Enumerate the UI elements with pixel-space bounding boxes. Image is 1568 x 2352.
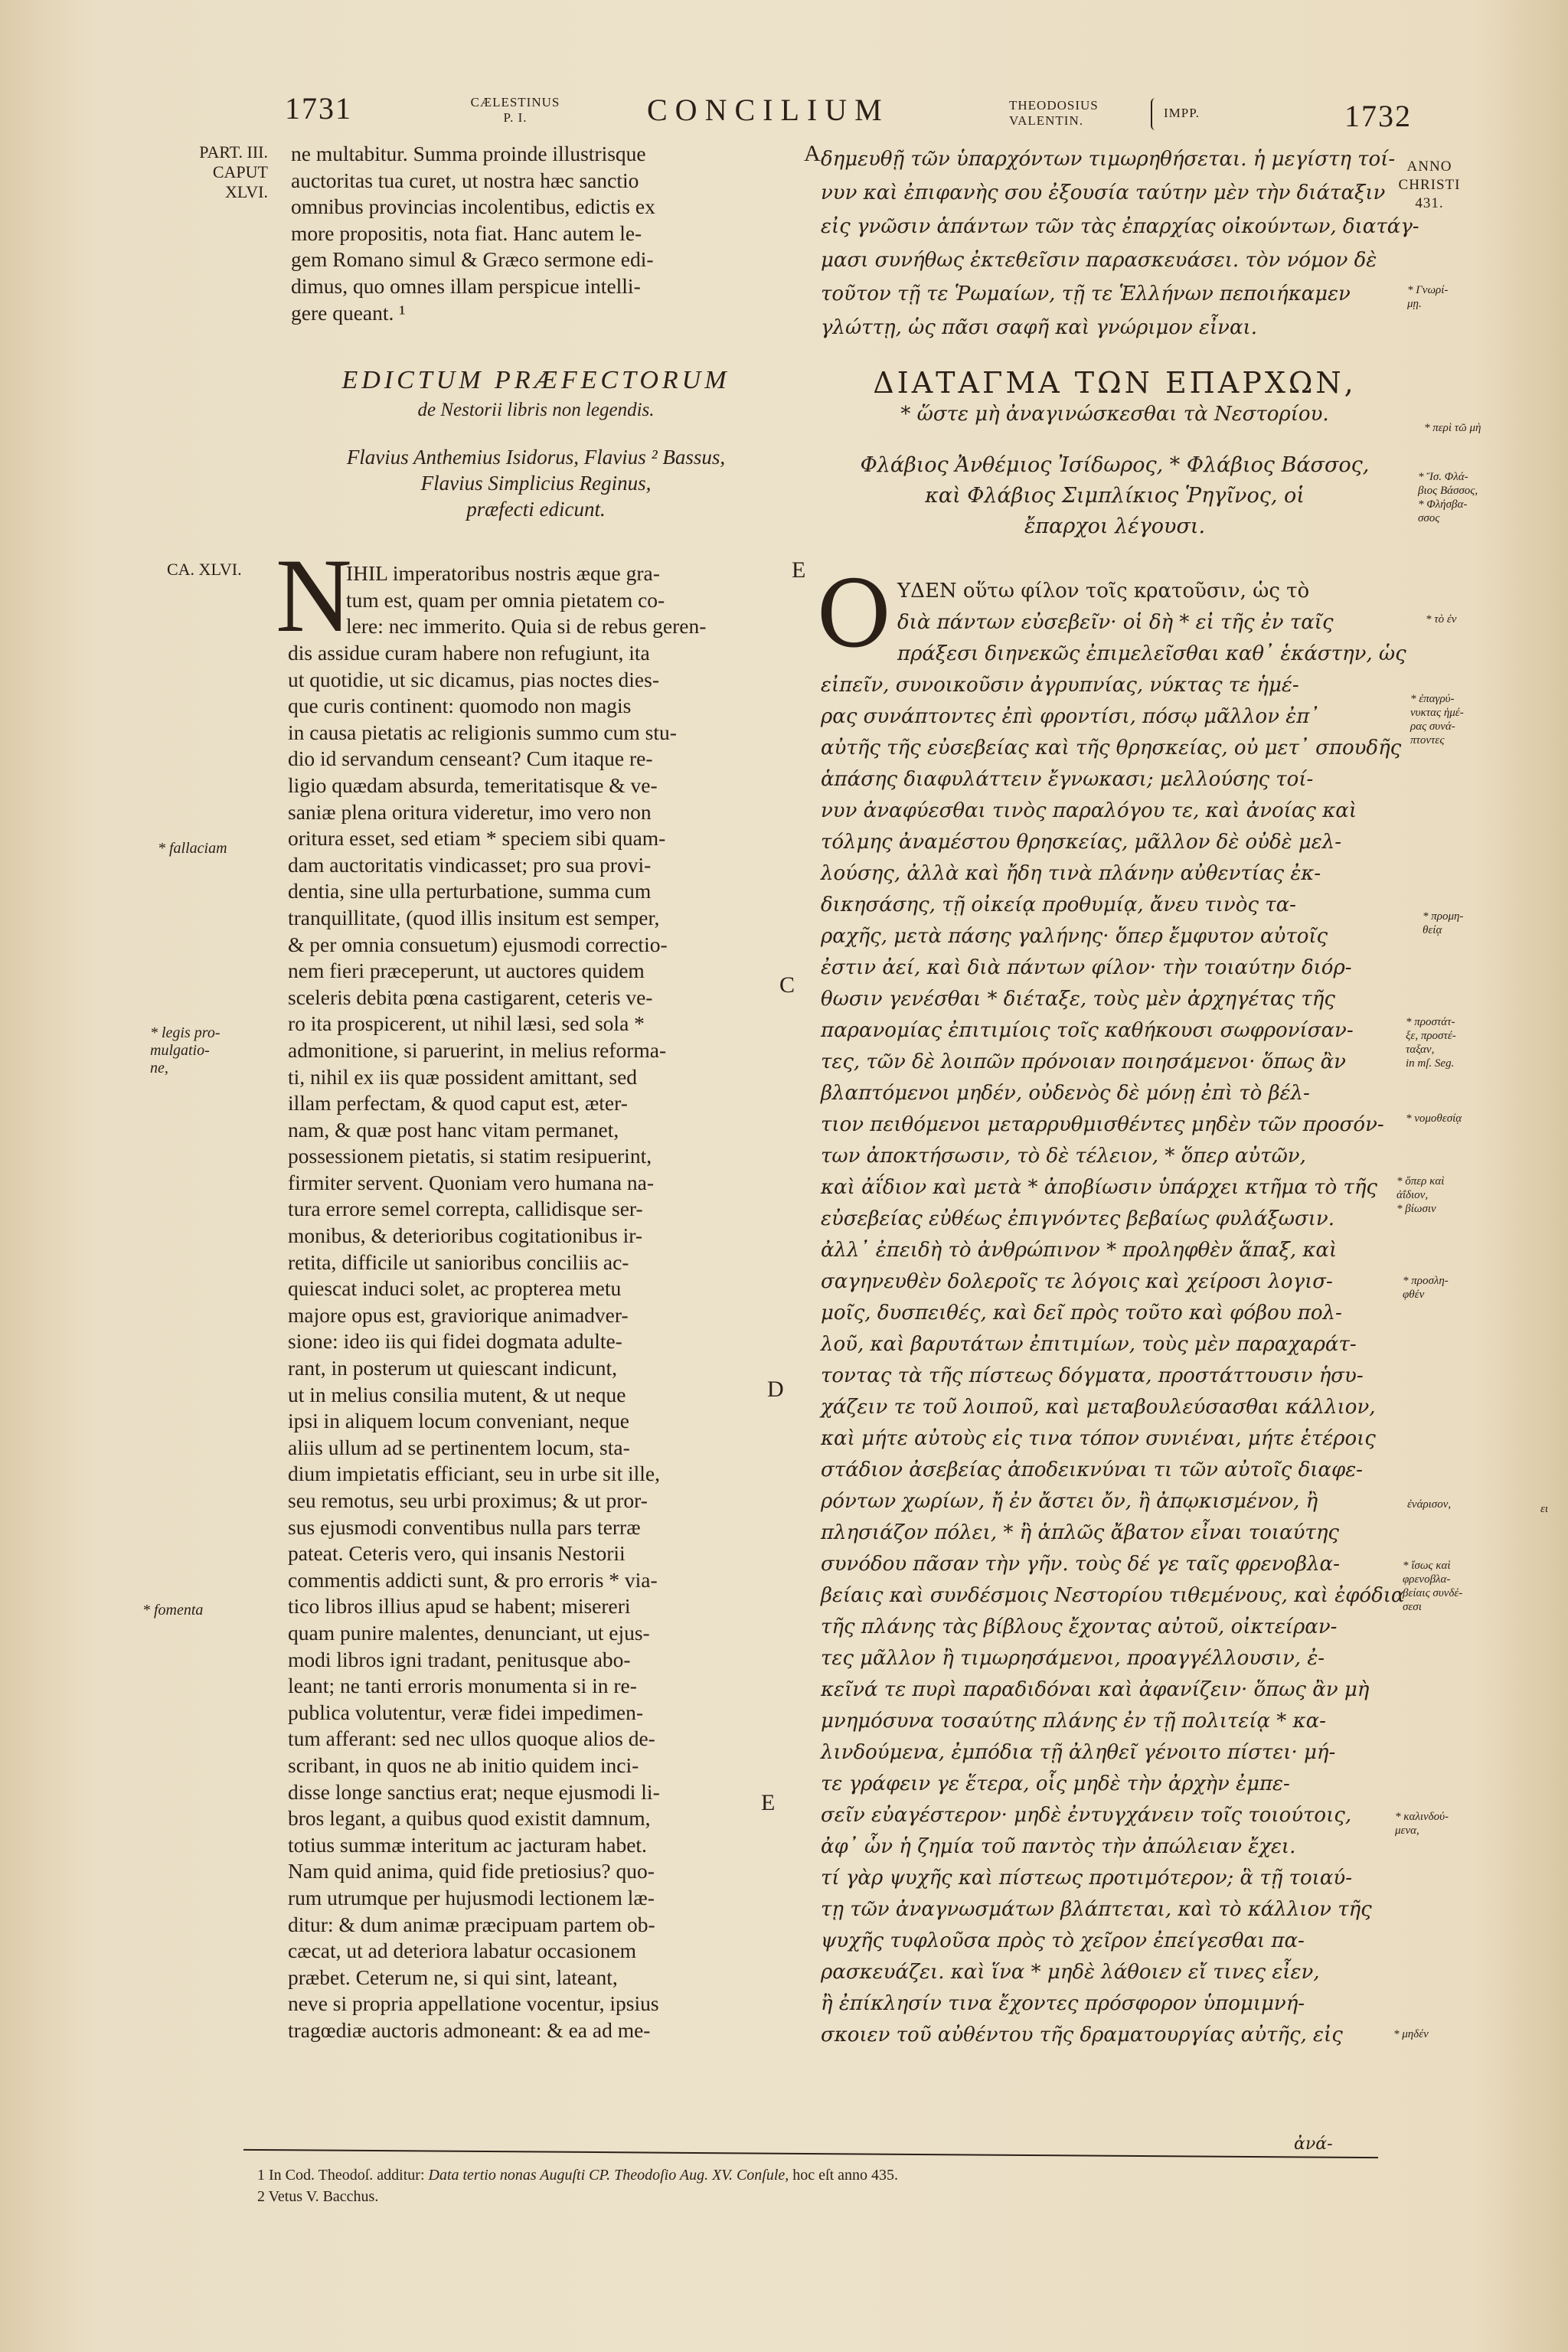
- margin-note-line: φθέν: [1403, 1289, 1425, 1301]
- greek-line: τες μᾶλλον ἢ τιμωρησάμενοι, προαγγέλλουσιν, ἐ-: [821, 1647, 1325, 1670]
- edge-mark: ει: [1540, 1503, 1549, 1515]
- margin-note-line: * ἴσως καὶ: [1403, 1560, 1451, 1572]
- note-legis-2: mulgatio-: [150, 1042, 210, 1059]
- greek-catchword: ἀνά-: [1294, 2135, 1333, 2154]
- latin-line: & per omnia consuetum) ejusmodi correctio-: [288, 932, 668, 956]
- greek-edict-title: ΔΙΑΤΑΓΜΑ ΤΩΝ ΕΠΑΡΧΩΝ,: [873, 366, 1357, 400]
- caput-number: XLVI.: [224, 182, 268, 201]
- latin-line: tico libros illius apud se habent; misereri: [288, 1594, 631, 1619]
- latin-body: [288, 640, 763, 2043]
- part-label: PART. III.: [199, 142, 268, 162]
- greek-dropcap: Ο: [816, 562, 892, 668]
- margin-note-line: * ὅπερ καὶ: [1396, 1175, 1445, 1187]
- note-isos: [1403, 1559, 1462, 1614]
- note-flavios: [1418, 470, 1478, 525]
- section-letter-b: E: [792, 557, 806, 583]
- section-letter-c: C: [779, 972, 795, 998]
- footnote-2: 2 Vetus V. Bacchus.: [257, 2188, 379, 2205]
- greek-line: τόλμης ἀναμέστου θρησκείας, μᾶλλον δὲ οὐδὲ μελ-: [821, 831, 1341, 854]
- brace-mark: [1151, 98, 1160, 130]
- latin-line: possessionem pietatis, si statim resipuerint,: [288, 1144, 652, 1168]
- latin-intro-line: gere queant. ¹: [291, 300, 406, 325]
- chapter-label: CA. XLVI.: [167, 560, 242, 579]
- greek-line: τες, τῶν δὲ λοιπῶν πρόνοιαν ποιησάμενοι· ὅπως ἂν: [821, 1050, 1346, 1073]
- latin-line: publica volutentur, veræ fidei impedimen-: [288, 1700, 643, 1724]
- greek-line: βείαις καὶ συνδέσμοις Νεστορίου τιθεμένους, καὶ ἐφόδια: [821, 1584, 1405, 1607]
- greek-prefects: [816, 450, 1413, 542]
- note-hoper: [1396, 1174, 1444, 1216]
- page-title: CONCILIUM: [647, 93, 890, 127]
- latin-line: commentis addicti sunt, & pro erroris * via-: [288, 1567, 658, 1592]
- latin-line: modi libros igni tradant, penitusque abo-: [288, 1647, 631, 1671]
- latin-line: dio id servandum censeant? Cum itaque re-: [288, 746, 653, 771]
- anno-label: ANNO: [1406, 158, 1452, 175]
- margin-note-line: ρας συνά-: [1410, 720, 1455, 733]
- section-letter-a: A: [804, 141, 821, 166]
- greek-line: ραχῆς, μετὰ πάσης γαλήνης· ὅπερ ἔμφυτον αὐτοῖς: [821, 925, 1328, 948]
- latin-line: ditur: & dum animæ præcipuam partem ob-: [288, 1912, 655, 1936]
- page-number-left: 1731: [285, 91, 352, 126]
- greek-line: αὐτῆς τῆς εὐσεβείας καὶ τῆς θρησκείας, οὐ μετ᾽ σπουδῆς: [821, 737, 1402, 760]
- latin-lead-line: lere: nec immerito. Quia si de rebus geren-: [346, 614, 707, 639]
- note-kalindoumena: [1395, 1810, 1449, 1838]
- note-legis-1: * legis pro-: [150, 1024, 220, 1041]
- margin-note-line: * ἐπαγρύ-: [1410, 693, 1455, 705]
- latin-line: ipsi in aliquem locum conveniant, neque: [288, 1409, 630, 1433]
- latin-intro-line: omnibus provincias incolentibus, edictis ex: [291, 194, 655, 219]
- latin-line: saniæ plena oritura videretur, imo vero non: [288, 799, 652, 824]
- latin-line: oritura esset, sed etiam * speciem sibi quam-: [288, 826, 666, 851]
- latin-intro-line: dimus, quo omnes illam perspicue intelli-: [291, 273, 641, 298]
- greek-line: λινδούμενα, ἐμπόδια τῇ ἀληθεῖ γένοιτο πίστει· μή-: [821, 1741, 1336, 1764]
- margin-note-line: * βίωσιν: [1396, 1203, 1436, 1215]
- latin-line: dentia, sine ulla perturbatione, summa cum: [288, 879, 652, 903]
- latin-line: ti, nihil ex iis quæ possident amittant, sed: [288, 1064, 638, 1089]
- latin-intro-line: more propositis, nota fiat. Hanc autem le-: [291, 220, 642, 245]
- latin-edict-heading: [276, 366, 796, 421]
- margin-note-line: * καλινδού-: [1395, 1811, 1449, 1823]
- latin-line: tum afferant: sed nec ullos quoque alios de-: [288, 1726, 655, 1751]
- greek-line: ἀφ᾽ ὧν ἡ ζημία τοῦ παντὸς τὴν ἀπώλειαν ἔχει.: [821, 1835, 1296, 1858]
- latin-dropcap: N: [276, 537, 352, 654]
- note-gnorime: [1407, 283, 1448, 311]
- footnote-1-text: Data tertio nonas Auguſti CP. Theodoſio Aug. XV. Conſule,: [428, 2167, 789, 2184]
- latin-line: ligio quædam absurda, temeritatisque & ve-: [288, 773, 658, 797]
- latin-line: disse longe sanctius erat; neque ejusmodi li-: [288, 1779, 660, 1804]
- greek-edict-heading: [816, 366, 1413, 426]
- margin-note-line: in mſ. Seg.: [1406, 1057, 1455, 1070]
- greek-prefect-line: καὶ Φλάβιος Σιμπλίκιος Ῥηγῖνος, οἱ: [925, 484, 1305, 508]
- margin-note-line: ἀΐδιον,: [1396, 1189, 1429, 1201]
- margin-note-line: ταξαν,: [1406, 1044, 1435, 1056]
- latin-line: sione: ideo iis qui fidei dogmata adulte-: [288, 1329, 622, 1354]
- latin-line: rant, in posterum ut quiescant indicunt,: [288, 1356, 617, 1380]
- footnote-1-tail: hoc eſt anno 435.: [792, 2167, 899, 2184]
- greek-line: νυν ἀναφύεσθαι τινὸς παραλόγου τε, καὶ ἀνοίας καὶ: [821, 799, 1357, 822]
- latin-line: monibus, & deterioribus cogitationibus ir-: [288, 1223, 643, 1248]
- margin-note-line: σσος: [1418, 512, 1440, 524]
- greek-line: τῃ τῶν ἀναγνωσμάτων βλάπτεται, καὶ τὸ κάλλιον τῆς: [821, 1898, 1372, 1921]
- latin-line: admonitione, si paruerint, in melius reforma-: [288, 1037, 667, 1062]
- greek-line: ἁπάσης διαφυλάττειν ἔγνωκασι; μελλούσης τοί-: [821, 768, 1314, 791]
- note-epagrypnountes: [1410, 692, 1464, 747]
- latin-line: dam auctoritatis vindicasset; pro sua provi-: [288, 852, 652, 877]
- note-proslephthen: [1403, 1274, 1449, 1302]
- latin-line: sus ejusmodi conventibus nulla pars terræ: [288, 1514, 641, 1539]
- greek-prefect-line: Φλάβιος Ἀνθέμιος Ἰσίδωρος, * Φλάβιος Βάσσος,: [860, 453, 1370, 477]
- margin-note-line: πτοντες: [1410, 734, 1445, 746]
- latin-line: in causa pietatis ac religionis summo cum stu-: [288, 720, 677, 744]
- greek-intro-line: νυν καὶ ἐπιφανὴς σου ἐξουσία ταύτην μὲν τὴν διάταξιν: [821, 181, 1386, 204]
- latin-line: seu remotus, seu urbi proximus; & ut pror-: [288, 1488, 648, 1512]
- greek-edict-subtitle: * ὥστε μὴ ἀναγινώσκεσθαι τὰ Νεστορίου.: [900, 403, 1329, 426]
- section-letter-d: D: [767, 1377, 784, 1402]
- latin-intro-line: gem Romano simul & Græco sermone edi-: [291, 247, 654, 272]
- latin-line: que curis continent: quomodo non magis: [288, 694, 632, 718]
- emperors-label: [1009, 98, 1155, 129]
- greek-line: παρανομίας ἐπιτιμίοις τοῖς καθήκουσι σωφρονίσαν-: [821, 1019, 1354, 1042]
- latin-line: aliis ullum ad se pertinentem locum, sta-: [288, 1435, 630, 1459]
- margin-note-line: σεσι: [1403, 1601, 1422, 1613]
- latin-line: bros legant, a quibus quod existit damnum,: [288, 1806, 651, 1831]
- latin-line: tura errore semel correpta, callidisque ser-: [288, 1197, 643, 1221]
- greek-line: πλησιάζον πόλει, * ἢ ἁπλῶς ἄβατον εἶναι τοιαύτης: [821, 1521, 1339, 1544]
- greek-line: ψυχῆς τυφλοῦσα πρὸς τὸ χεῖρον ἐπείγεσθαι πα-: [821, 1929, 1305, 1952]
- footnote-1: [257, 2167, 898, 2184]
- part-caput-label: [178, 142, 268, 202]
- latin-intro: [291, 141, 796, 326]
- latin-line: tragœdiæ auctoris admoneant: & ea ad me-: [288, 2017, 651, 2042]
- note-to-en: * τὸ ἐν: [1426, 613, 1457, 626]
- latin-line: Nam quid anima, quid fide pretiosius? quo-: [288, 1859, 655, 1883]
- margin-note-line: νυκτας ἡμέ-: [1410, 707, 1464, 719]
- greek-line: βλαπτόμενοι μηδέν, οὐδενὸς δὲ μόνῃ ἐπὶ τὸ βέλ-: [821, 1082, 1310, 1105]
- greek-intro-line: μασι συνήθως ἐκτεθεῖσιν παρασκευάσει. τὸν νόμον δὲ: [821, 249, 1377, 272]
- note-peri: * περὶ τῶ μὴ: [1424, 422, 1481, 434]
- latin-lead-line: tum est, quam per omnia pietatem co-: [346, 587, 665, 612]
- note-legis-3: ne,: [150, 1060, 168, 1076]
- latin-line: ro ita prospicerent, ut nihil læsi, sed sola *: [288, 1011, 645, 1036]
- greek-line: μνημόσυνα τοσαύτης πλάνης ἐν τῇ πολιτείᾳ * κα-: [821, 1710, 1326, 1733]
- greek-intro-line: γλώττῃ, ὡς πᾶσι σαφῆ καὶ γνώριμον εἶναι.: [821, 316, 1258, 339]
- greek-line: σαγηνευθὲν δολεροῖς τε λόγοις καὶ χείροσι λογισ-: [821, 1270, 1333, 1293]
- greek-line: λοῦ, καὶ βαρυτάτων ἐπιτιμίων, τοὺς μὲν παραχαράτ-: [821, 1333, 1357, 1356]
- greek-prefect-line: ἔπαρχοι λέγουσι.: [1024, 514, 1206, 538]
- latin-line: ut quotidie, ut sic dicamus, pias noctes dies-: [288, 667, 659, 691]
- note-promethia: [1423, 910, 1463, 937]
- greek-line: συνόδου πᾶσαν τὴν γῆν. τοὺς δέ γε ταῖς φρενοβλα-: [821, 1553, 1340, 1576]
- greek-line: μοῖς, δυσπειθές, καὶ δεῖ πρὸς τοῦτο καὶ φόβου πολ-: [821, 1302, 1342, 1325]
- latin-prefects: [276, 444, 796, 522]
- greek-line: τε γράφειν γε ἕτερα, οἷς μηδὲ τὴν ἀρχὴν ἐμπε-: [821, 1772, 1290, 1795]
- note-nomothesia: * νομοθεσίᾳ: [1406, 1112, 1462, 1125]
- caput-label: CAPUT: [212, 162, 268, 181]
- greek-line: τιον πειθόμενοι μεταρρυθμισθέντες μηδὲν τῶν προσόν-: [821, 1113, 1384, 1136]
- greek-lead-line: ΥΔΕΝ οὕτω φίλον τοῖς κρατοῦσιν, ὡς τὸ: [897, 580, 1310, 603]
- greek-line: ἢ ἐπίκλησίν τινα ἔχοντες πρόσφορον ὑπομιμνή-: [821, 1992, 1305, 2015]
- greek-intro-line: τοῦτον τῇ τε Ῥωμαίων, τῇ τε Ἑλλήνων πεποιήκαμεν: [821, 283, 1351, 305]
- latin-line: firmiter servent. Quoniam vero humana na-: [288, 1170, 655, 1194]
- footnote-1-label: 1 In Cod. Theodoſ. additur:: [257, 2167, 425, 2184]
- latin-line: pateat. Ceteris vero, qui insanis Nestorii: [288, 1541, 626, 1566]
- greek-body: [821, 670, 1403, 2051]
- greek-line: σκοιεν τοῦ αὐθέντου τῆς δραματουργίας αὐτῆς, εἰς: [821, 2024, 1343, 2047]
- note-fomenta: * fomenta: [142, 1602, 204, 1619]
- greek-line: σεῖν εὐαγέστερον· μηδὲ ἐντυγχάνειν τοῖς τοιούτοις,: [821, 1804, 1352, 1827]
- latin-line: quiescat induci solet, ac propterea metu: [288, 1276, 622, 1301]
- latin-line: quam punire malentes, denunciant, ut ejus-: [288, 1620, 650, 1645]
- latin-prefect-line: Flavius Simplicius Reginus,: [420, 472, 652, 495]
- margin-note-line: θείᾳ: [1423, 924, 1442, 936]
- latin-intro-line: ne multabitur. Summa proinde illustrisque: [291, 142, 646, 165]
- note-fallaciam: * fallaciam: [158, 840, 227, 857]
- latin-line: majore opus est, graviorique animadver-: [288, 1302, 629, 1327]
- latin-prefect-line: Flavius Anthemius Isidorus, Flavius ² Bassus,: [346, 446, 726, 469]
- pope-number: P. I.: [503, 110, 528, 125]
- latin-line: illam perfectam, & quod caput est, æter-: [288, 1091, 628, 1116]
- latin-line: dis assidue curam habere non refugiunt, ita: [288, 641, 650, 665]
- latin-line: leant; ne tanti erroris monumenta si in re-: [288, 1674, 637, 1698]
- latin-edict-subtitle: de Nestorii libris non legendis.: [417, 400, 655, 420]
- latin-edict-title: EDICTUM PRÆFECTORUM: [341, 366, 730, 394]
- margin-note-line: * Ἴσ. Φλά-: [1418, 471, 1468, 483]
- latin-line: cæcat, ut ad deteriora labatur occasionem: [288, 1939, 637, 1963]
- latin-line: neve si propria appellatione vocentur, ipsius: [288, 1991, 659, 2016]
- margin-note-line: μενα,: [1395, 1824, 1419, 1837]
- note-legis: [150, 1024, 220, 1077]
- note-meden: * μηδέν: [1393, 2028, 1429, 2040]
- greek-intro-line: εἰς γνῶσιν ἁπάντων τῶν τὰς ἐπαρχίας οἰκούντων, διατάγ-: [821, 215, 1419, 238]
- greek-line: θωσιν γενέσθαι * διέταξε, τοὺς μὲν ἀρχηγέτας τῆς: [821, 988, 1335, 1011]
- greek-line: ἐστιν ἀεί, καὶ διὰ πάντων φίλον· τὴν τοιαύτην διόρ-: [821, 956, 1352, 979]
- margin-note-line: * προσλη-: [1403, 1275, 1449, 1287]
- latin-line: nam, & quæ post hanc vitam permanet,: [288, 1117, 619, 1142]
- margin-note-line: μῃ.: [1407, 298, 1422, 310]
- margin-note-line: βιος Βάσσος,: [1418, 485, 1478, 497]
- greek-lead: [897, 576, 1406, 670]
- latin-line: scribant, in quos ne ab initio quidem inci-: [288, 1753, 639, 1777]
- greek-line: ἀλλ᾽ ἐπειδὴ τὸ ἀνθρώπινον * προληφθὲν ἅπαξ, καὶ: [821, 1239, 1338, 1262]
- greek-line: τῆς πλάνης τὰς βίβλους ἔχοντας αὐτοῦ, οἰκτείραν-: [821, 1615, 1338, 1638]
- greek-line: τοντας τὰ τῆς πίστεως δόγματα, προστάττουσιν ἡσυ-: [821, 1364, 1364, 1387]
- latin-prefect-line: præfecti edicunt.: [466, 498, 606, 521]
- greek-line: ρασκευάζει. καὶ ἵνα * μηδὲ λάθοιεν εἴ τινες εἶεν,: [821, 1961, 1320, 1984]
- greek-line: ρας συνάπτοντες ἐπὶ φροντίσι, πόσῳ μᾶλλον ἐπ᾽: [821, 705, 1320, 728]
- greek-line: ρόντων χωρίων, ἤ ἐν ἄστει ὄν, ἢ ἀπῳκισμένον, ἢ: [821, 1490, 1318, 1513]
- greek-line: καὶ μήτε αὐτοὺς εἰς τινα τόπον συνιέναι, μήτε ἑτέροις: [821, 1427, 1376, 1450]
- greek-line: των ἀποκτήσωσιν, τὸ δὲ τέλειον, * ὅπερ αὐτῶν,: [821, 1145, 1306, 1168]
- note-prostaxe: [1406, 1015, 1456, 1070]
- latin-line: tranquillitate, (quod illis insitum est semper,: [288, 905, 660, 929]
- greek-line: κεῖνά τε πυρὶ παραδιδόναι καὶ ἀφανίζειν· ὅπως ἂν μὴ: [821, 1678, 1370, 1701]
- margin-note-line: * προστάτ-: [1406, 1016, 1455, 1028]
- anno-christi: [1387, 158, 1472, 213]
- margin-note-line: φρενοβλα-: [1403, 1573, 1451, 1586]
- latin-line: totius summæ interitum ac jacturam habet.: [288, 1832, 647, 1857]
- latin-line: nem fieri præceperunt, ut auctores quidem: [288, 959, 645, 983]
- greek-line: τί γὰρ ψυχῆς καὶ πίστεως προτιμότερον; ἃ τῇ τοιαύ-: [821, 1867, 1352, 1890]
- note-enariston: ἐνάρισον,: [1407, 1498, 1452, 1511]
- latin-lead: [346, 560, 760, 640]
- greek-lead-line: διὰ πάντων εὐσεβεῖν· οἱ δὴ * εἰ τῆς ἐν ταῖς: [897, 611, 1334, 634]
- margin-note-line: ξε, προστέ-: [1406, 1030, 1456, 1042]
- margin-note-line: βείαις συνδέ-: [1403, 1587, 1463, 1599]
- margin-note-line: * Γνωρί-: [1407, 284, 1449, 296]
- margin-note-line: * Φλήσβα-: [1418, 498, 1468, 511]
- latin-lead-line: IHIL imperatoribus nostris æque gra-: [346, 561, 660, 585]
- greek-line: εἰπεῖν, συνοικοῦσιν ἀγρυπνίας, νύκτας τε ἡμέ-: [821, 674, 1299, 697]
- latin-line: sceleris debita pœna castigarent, ceteris ve-: [288, 985, 653, 1009]
- emperor-name-2: VALENTIN.: [1009, 113, 1083, 128]
- greek-intro-line: δημευθῇ τῶν ὑπαρχόντων τιμωρηθήσεται. ἡ μεγίστη τοί-: [821, 148, 1396, 171]
- pope-name: CÆLESTINUS: [470, 95, 560, 109]
- pope-label: [443, 95, 588, 126]
- latin-line: retita, difficile ut sanioribus conciliis ac-: [288, 1250, 629, 1274]
- latin-line: ut in melius consilia mutent, & ut neque: [288, 1382, 626, 1406]
- page-number-right: 1732: [1344, 99, 1412, 133]
- latin-line: præbet. Ceterum ne, si qui sint, lateant,: [288, 1965, 618, 1989]
- year-label: 431.: [1415, 195, 1444, 211]
- latin-intro-line: auctoritas tua curet, ut nostra hæc sanctio: [291, 168, 639, 192]
- greek-line: δικησάσης, τῇ οἰκείᾳ προθυμίᾳ, ἄνευ τινὸς τα-: [821, 893, 1296, 916]
- latin-line: rum utrumque per hujusmodi lectionem læ-: [288, 1885, 655, 1909]
- section-letter-e: E: [761, 1790, 776, 1815]
- latin-line: dium impietatis efficiant, seu in urbe sit ille,: [288, 1462, 660, 1486]
- greek-line: λούσης, ἀλλὰ καὶ ἤδη τινὰ πλάνην αὐθεντίας ἐκ-: [821, 862, 1321, 885]
- greek-lead-line: πράξεσι διηνεκῶς ἐπιμελεῖσθαι καθ᾽ ἑκάστην, ὡς: [897, 642, 1406, 665]
- greek-line: χάζειν τε τοῦ λοιποῦ, καὶ μεταβουλεύσασθαι κάλλιον,: [821, 1396, 1376, 1419]
- greek-line: εὐσεβείας εὐθέως ἐπιγνόντες βεβαίως φυλάξωσιν.: [821, 1207, 1334, 1230]
- christi-label: CHRISTI: [1398, 177, 1461, 193]
- greek-line: καὶ ἀΐδιον καὶ μετὰ * ἀποβίωσιν ὑπάρχει κτῆμα τὸ τῆς: [821, 1176, 1377, 1199]
- emperor-name-1: THEODOSIUS: [1009, 98, 1099, 113]
- margin-note-line: * προμη-: [1423, 910, 1464, 923]
- impp-label: IMPP.: [1164, 106, 1200, 120]
- greek-line: στάδιον ἀσεβείας ἀποδεικνύναι τι τῶν αὐτοῖς διαφε-: [821, 1459, 1363, 1481]
